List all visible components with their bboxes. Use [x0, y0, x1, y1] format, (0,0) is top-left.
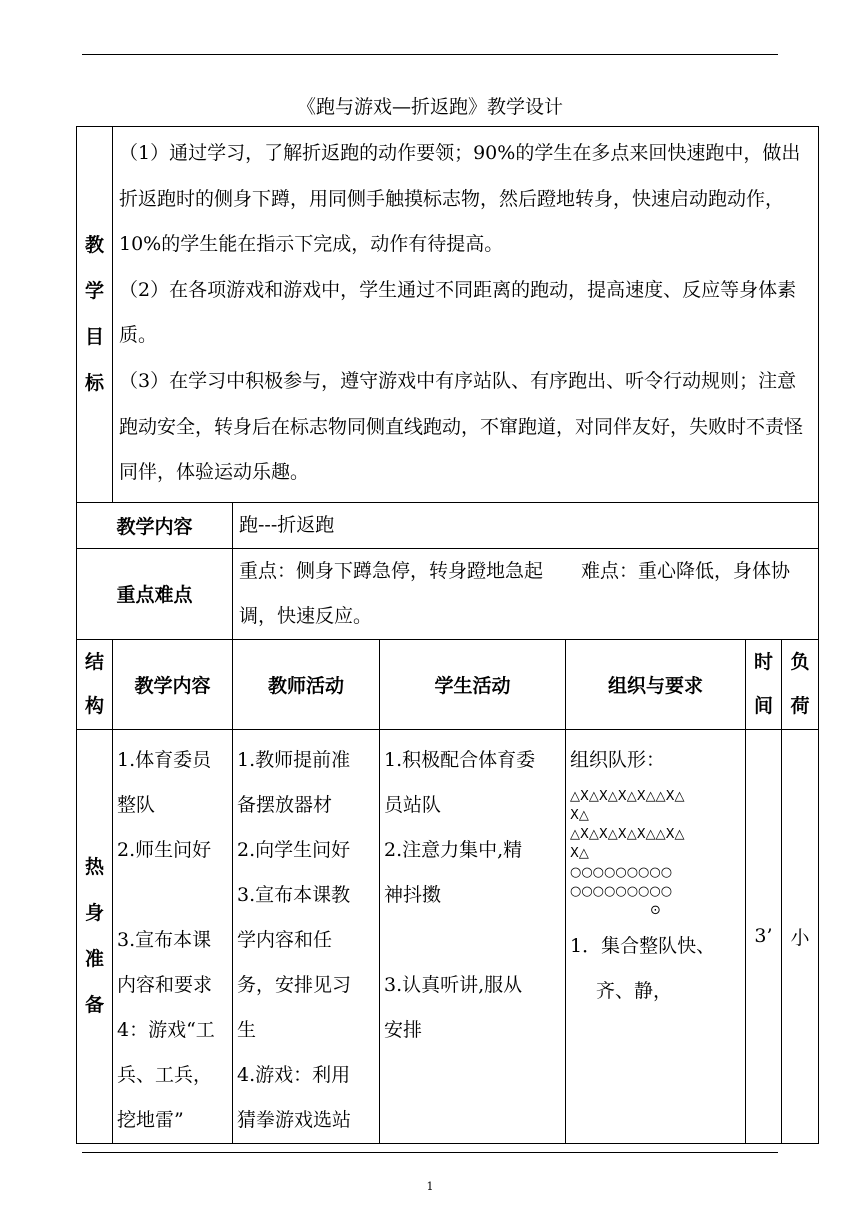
line: 学内容和任: [237, 928, 333, 951]
header-teacher: 教师活动: [233, 639, 380, 729]
header-time: 时 间: [746, 639, 782, 729]
line: 整队: [117, 793, 156, 816]
lesson-plan-table: [76, 126, 819, 1144]
line: 1.教师提前准: [237, 748, 351, 771]
line: 备摆放器材: [237, 793, 333, 816]
header-content: 教学内容: [113, 639, 233, 729]
line: 3.认真听讲,服从: [384, 973, 523, 996]
line: 1.体育委员: [117, 748, 212, 771]
key-points-value: 重点：侧身下蹲急停，转身蹬地急起 难点：重心降低，身体协调，快速反应。: [233, 548, 819, 639]
warmup-row: [77, 729, 819, 1143]
line: 2.注意力集中,精: [384, 838, 523, 861]
line: 猜拳游戏选站: [237, 1108, 352, 1131]
goal-paragraph: （1）通过学习，了解折返跑的动作要领；90%的学生在多点来回快速跑中，做出折返跑时的侧身下蹲，用同侧手触摸标志物，然后蹬地转身，快速启动跑动作，10%的学生能在指示下完成，动作有待提高。: [119, 142, 801, 256]
formation-line: X△: [570, 845, 589, 861]
formation-label: 组织队形：: [570, 748, 666, 771]
key-points-row: [77, 548, 819, 639]
line: [117, 873, 228, 918]
warmup-structure: 热 身 准 备: [77, 729, 113, 1143]
warmup-load: 小: [782, 729, 819, 1143]
header-load: 负 荷: [782, 639, 819, 729]
line: 1.积极配合体育委: [384, 748, 536, 771]
formation-line: △X△X△X△X△△X△: [570, 788, 685, 804]
line: 兵、工兵，: [117, 1063, 213, 1086]
line: 内容和要求: [117, 973, 213, 996]
line: 神抖擞: [384, 883, 442, 906]
formation-line: △X△X△X△X△△X△: [570, 826, 685, 842]
formation-line: X△: [570, 807, 589, 823]
goal-paragraph: （3）在学习中积极参与，遵守游戏中有序站队、有序跑出、听令行动规则；注意跑动安全，转身后在标志物同侧直线跑动，不窜跑道，对同伴友好，失败时不责怪同伴，体验运动乐趣。: [119, 369, 804, 484]
warmup-student: [380, 729, 566, 1143]
line: 安排: [384, 1018, 423, 1041]
warmup-teacher: [233, 729, 380, 1143]
page-number: 1: [426, 1180, 434, 1193]
requirement-text: 1．集合整队快、 齐、静，: [570, 934, 716, 1002]
formation-line: ○○○○○○○○○: [570, 883, 673, 899]
document-title: 《跑与游戏—折返跑》教学设计: [296, 96, 563, 118]
content-row: [77, 502, 819, 548]
footer-rule: [82, 1152, 778, 1153]
warmup-organization: [566, 729, 746, 1143]
line: 4.游戏：利用: [237, 1063, 351, 1086]
key-points-label: 重点难点: [77, 548, 233, 639]
line: 4：游戏“工: [117, 1018, 215, 1041]
formation-diagram: [570, 783, 741, 924]
line: 务，安排见习: [237, 973, 352, 996]
line: 员站队: [384, 793, 442, 816]
goals-text: [113, 127, 819, 503]
line: [384, 918, 561, 963]
line: 2.师生问好: [117, 838, 212, 861]
line: 3.宣布本课: [117, 928, 212, 951]
teacher-position-symbol: ⊙: [650, 902, 661, 918]
content-label: 教学内容: [77, 502, 233, 548]
header-rule: [82, 54, 778, 55]
warmup-time: 3’: [746, 729, 782, 1143]
header-structure: 结 构: [77, 639, 113, 729]
content-value: 跑---折返跑: [233, 502, 819, 548]
goals-label: 教 学 目 标: [77, 127, 113, 503]
line: 生: [237, 1018, 257, 1041]
goal-paragraph: （2）在各项游戏和游戏中，学生通过不同距离的跑动，提高速度、反应等身体素质。: [119, 278, 797, 347]
header-student: 学生活动: [380, 639, 566, 729]
line: 挖地雷”: [117, 1108, 184, 1131]
line: 2.向学生问好: [237, 838, 351, 861]
header-organization: 组织与要求: [566, 639, 746, 729]
goals-row: [77, 127, 819, 503]
formation-line: ○○○○○○○○○: [570, 864, 673, 880]
line: 3.宣布本课教: [237, 883, 351, 906]
schedule-header-row: [77, 639, 819, 729]
warmup-content: [113, 729, 233, 1143]
